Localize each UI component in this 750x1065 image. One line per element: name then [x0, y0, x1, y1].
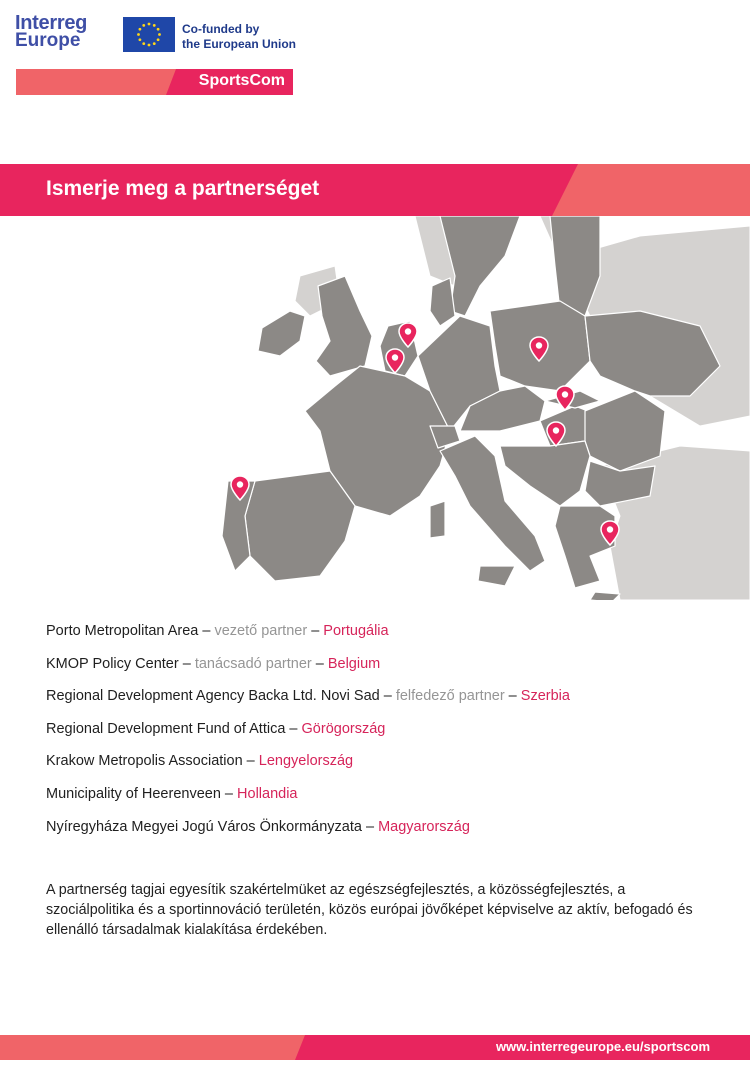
logo-line-1: Interreg	[15, 12, 88, 34]
pin-brussels-icon	[385, 348, 405, 374]
pin-heerenveen-icon	[398, 322, 418, 348]
eu-text-line-1: Co-funded by	[182, 22, 260, 36]
eu-cofunded-text	[182, 22, 296, 52]
partner-name: Regional Development Agency Backa Ltd. Novi Sad	[46, 688, 380, 705]
partnership-description: A partnerség tagjai egyesítik szakértelmüket az egészségfejlesztés, a közösségfejlesztés, a szociálpolitika és a sportinnováció területén, közös európai jövőképet képviselve az aktív, befogadó és ellenálló társadalmak kialakítása érdekében.	[46, 882, 693, 938]
partner-name: Nyíregyháza Megyei Jogú Város Önkormányzata	[46, 818, 362, 835]
partner-list	[46, 623, 570, 851]
list-item: KMOP Policy Center – tanácsadó partner – Belgium	[46, 655, 381, 672]
pin-krakow-icon	[529, 336, 549, 362]
list-item: Porto Metropolitan Area – vezető partner – Portugália	[46, 623, 389, 639]
partner-country: Portugália	[323, 623, 389, 639]
partner-name: KMOP Policy Center	[46, 655, 179, 672]
list-item: Nyíregyháza Megyei Jogú Város Önkormányzata – Magyarország	[46, 818, 470, 835]
europe-map	[0, 216, 750, 600]
partner-name: Municipality of Heerenveen	[46, 785, 221, 802]
partner-role: vezető partner	[214, 623, 308, 639]
partner-country: Magyarország	[378, 818, 470, 835]
list-item: Municipality of Heerenveen – Hollandia	[46, 785, 298, 802]
pin-nyiregyhaza-icon	[555, 385, 575, 411]
partner-name: Porto Metropolitan Area	[46, 623, 199, 639]
interreg-europe-logo	[15, 14, 87, 50]
section-title: Ismerje meg a partnerséget	[46, 177, 320, 200]
europe-map-svg	[0, 216, 750, 600]
partner-role: felfedező partner	[395, 688, 505, 705]
partner-name: Regional Development Fund of Attica	[46, 720, 286, 737]
project-banner	[16, 69, 293, 95]
list-item: Regional Development Fund of Attica – Görögország	[46, 720, 386, 737]
list-item: Krakow Metropolis Association – Lengyelország	[46, 753, 354, 770]
eu-flag-icon	[123, 17, 175, 52]
partner-country: Hollandia	[237, 785, 298, 802]
list-item: Regional Development Agency Backa Ltd. Novi Sad – felfedező partner – Szerbia	[46, 688, 570, 705]
partner-name: Krakow Metropolis Association	[46, 753, 243, 770]
partner-country: Görögország	[301, 720, 386, 737]
partner-country: Lengyelország	[258, 753, 354, 770]
pin-novi-sad-icon	[546, 421, 566, 447]
pin-porto-icon	[230, 475, 250, 501]
partner-country: Belgium	[327, 655, 381, 672]
logo-line-2: Europe	[15, 30, 81, 51]
partner-role: tanácsadó partner	[194, 655, 312, 672]
eu-text-line-2: the European Union	[182, 37, 296, 51]
pin-attica-icon	[600, 520, 620, 546]
footer-url-link[interactable]: www.interregeurope.eu/sportscom	[495, 1039, 710, 1054]
partner-country: Szerbia	[520, 688, 570, 705]
project-name: SportsCom	[198, 72, 285, 89]
